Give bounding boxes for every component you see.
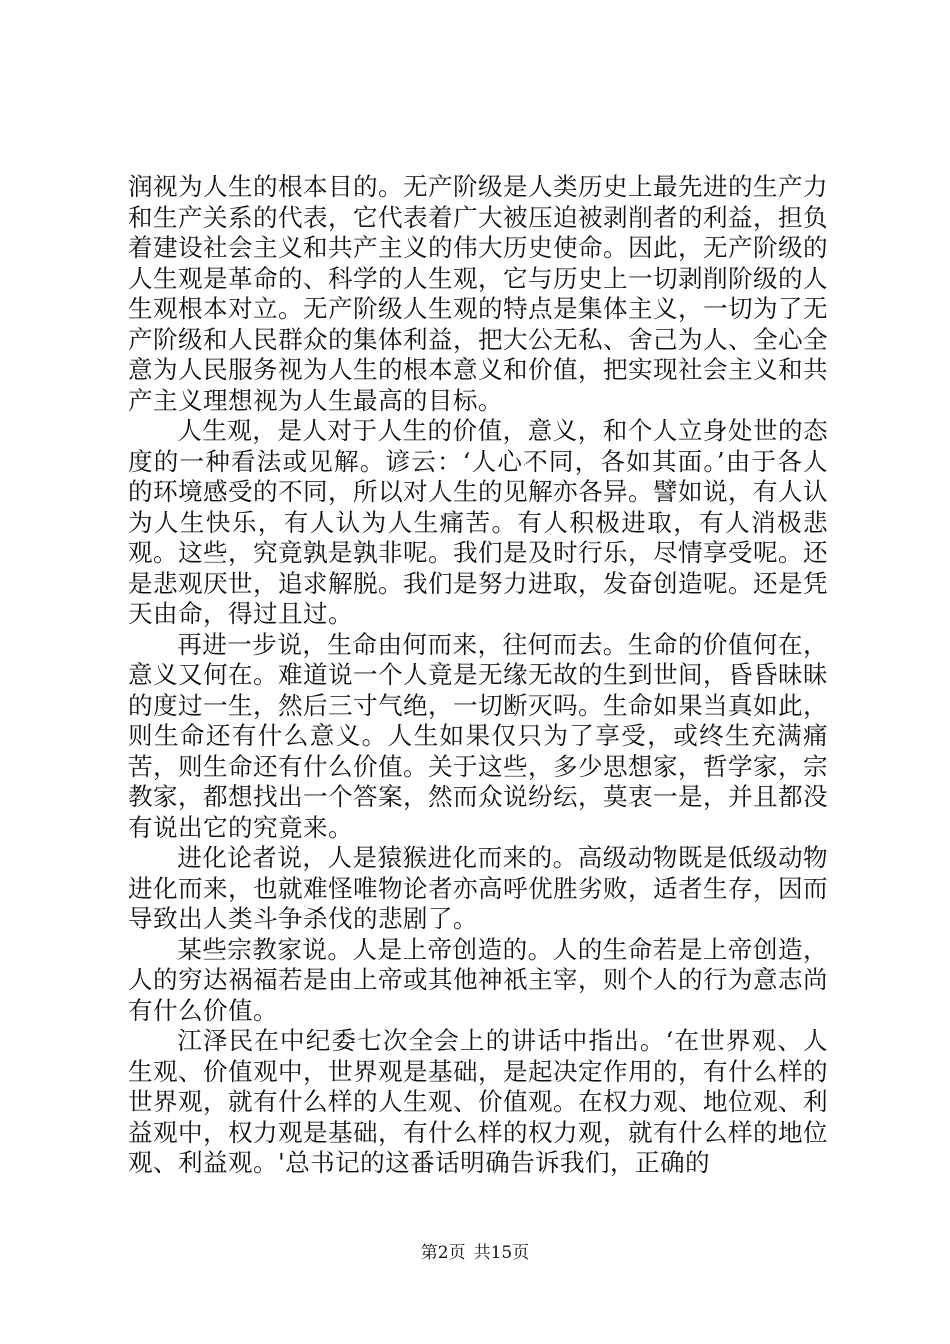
page-footer	[0, 1242, 950, 1264]
page-number: 第2页	[420, 1243, 466, 1263]
paragraph-3: 再进一步说，生命由何而来，往何而去。生命的价值何在，意义又何在。难道说一个人竟是无缘无故的生到世间，昏昏昧昧的度过一生，然后三寸气绝，一切断灭吗。生命如果当真如此，则生命还有什么意义。人生如果仅只为了享受，或终生充满痛苦，则生命还有什么价值。关于这些，多少思想家，哲学家，宗教家，都想找出一个答案，然而众说纷纭，莫衷一是，并且都没有说出它的究竟来。	[128, 629, 828, 842]
paragraph-4: 进化论者说，人是猿猴进化而来的。高级动物既是低级动物进化而来，也就难怪唯物论者亦高呼优胜劣败，适者生存，因而导致出人类斗争杀伐的悲剧了。	[128, 843, 828, 933]
paragraph-6: 江泽民在中纪委七次全会上的讲话中指出。‘在世界观、人生观、价值观中，世界观是基础，是起决定作用的，有什么样的世界观，就有什么样的人生观、价值观。在权力观、地位观、利益观中，权力观是基础，有什么样的权力观，就有什么样的地位观、利益观。'总书记的这番话明确告诉我们，正确的	[128, 1026, 828, 1177]
paragraph-2: 人生观，是人对于人生的价值，意义，和个人立身处世的态度的一种看法或见解。谚云：‘人心不同，各如其面。’由于各人的环境感受的不同，所以对人生的见解亦各异。譬如说，有人认为人生快乐，有人认为人生痛苦。有人积极进取，有人消极悲观。这些，究竟孰是孰非呢。我们是及时行乐，尽情享受呢。还是悲观厌世，追求解脱。我们是努力进取，发奋创造呢。还是凭天由命，得过且过。	[128, 416, 828, 628]
paragraph-1: 润视为人生的根本目的。无产阶级是人类历史上最先进的生产力和生产关系的代表，它代表着广大被压迫被剥削者的利益，担负着建设社会主义和共产主义的伟大历史使命。因此，无产阶级的人生观是革命的、科学的人生观，它与历史上一切剥削阶级的人生观根本对立。无产阶级人生观的特点是集体主义，一切为了无产阶级和人民群众的集体利益，把大公无私、舍己为人、全心全意为人民服务视为人生的根本意义和价值，把实现社会主义和共产主义理想视为人生最高的目标。	[128, 172, 828, 415]
document-body	[128, 172, 828, 1179]
page-total: 共15页	[473, 1243, 530, 1263]
paragraph-5: 某些宗教家说。人是上帝创造的。人的生命若是上帝创造，人的穷达祸福若是由上帝或其他神祇主宰，则个人的行为意志尚有什么价值。	[128, 934, 828, 1025]
